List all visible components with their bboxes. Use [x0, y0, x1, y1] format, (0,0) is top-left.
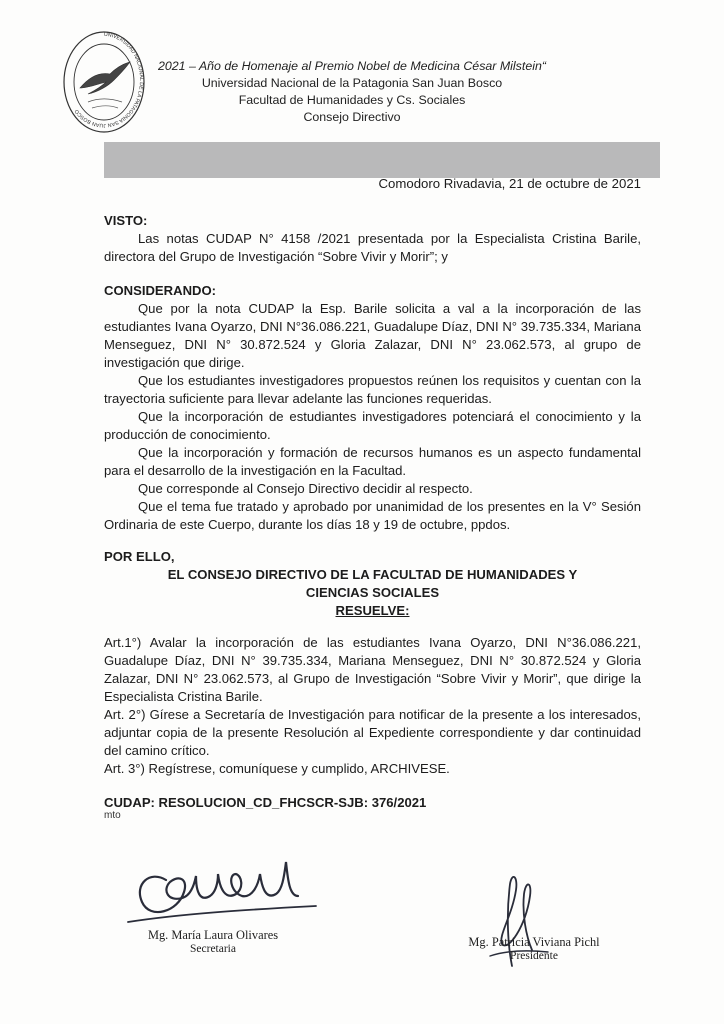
resuelve-heading: RESUELVE:	[335, 603, 410, 618]
considerando-paragraph: Que la incorporación de estudiantes investigadores potenciará el conocimiento y la producción de conocimiento.	[104, 409, 641, 442]
faculty-name: Facultad de Humanidades y Cs. Sociales	[238, 93, 466, 107]
letterhead	[150, 58, 554, 126]
visto-section	[104, 212, 641, 266]
left-signature-icon	[120, 840, 330, 935]
considerando-section	[104, 282, 641, 534]
visto-text: Las notas CUDAP N° 4158 /2021 presentada por la Especialista Cristina Barile, directora del Grupo de Investigación “Sobre Vivir y Morir”; y	[104, 231, 641, 264]
header-band	[104, 142, 660, 178]
council-line: EL CONSEJO DIRECTIVO DE LA FACULTAD DE HUMANIDADES Y	[167, 567, 578, 582]
left-signature-block	[128, 928, 298, 955]
considerando-paragraph: Que por la nota CUDAP la Esp. Barile solicita a val a la incorporación de las estudiantes Ivana Oyarzo, DNI N°36.086.221, Guadalupe Díaz, DNI N° 39.735.334, Mariana Menseguez, DNI N° 30.872.524 y Gloria Zalazar, DNI N° 23.062.573, al grupo de investigación que dirige.	[104, 301, 641, 370]
resolution-code: CUDAP: RESOLUCION_CD_FHCSCR-SJB: 376/2021	[104, 795, 427, 810]
considerando-paragraph: Que la incorporación y formación de recursos humanos es un aspecto fundamental para el desarrollo de la investigación en la Facultad.	[104, 445, 641, 478]
considerando-heading: CONSIDERANDO:	[104, 283, 217, 298]
albatross-icon	[80, 62, 130, 94]
article: Art. 3°) Regístrese, comuníquese y cumplido, ARCHIVESE.	[104, 761, 450, 776]
article: Art. 2°) Gírese a Secretaría de Investigación para notificar de la presente a los interesados, adjuntar copia de la presente Resolución al Expediente correspondiente y dar continuidad del camino crítico.	[104, 707, 641, 758]
considerando-paragraph: Que corresponde al Consejo Directivo decidir al respecto.	[138, 481, 473, 496]
seal-ring-text: UNIVERSIDAD NACIONAL DE LA PATAGONIA SAN JUAN BOSCO	[73, 31, 144, 129]
university-seal	[58, 26, 150, 138]
signatory-role: Presidente	[510, 950, 558, 962]
signatory-name: Mg. Patricia Viviana Pichl	[468, 935, 600, 949]
considerando-paragraph: Que el tema fue tratado y aprobado por unanimidad de los presentes en la V° Sesión Ordinaria de este Cuerpo, durante los días 18 y 19 de octubre, ppdos.	[104, 499, 641, 532]
article: Art.1°) Avalar la incorporación de las estudiantes Ivana Oyarzo, DNI N°36.086.221, Guadalupe Díaz, DNI N° 39.735.334, Mariana Menseguez, DNI N° 30.872.524 y Gloria Zalazar, DNI N° 23.062.573, al Grupo de Investigación “Sobre Vivir y Morir”, que dirige la Especialista Cristina Barile.	[104, 635, 641, 704]
typist-initials: mto	[104, 810, 121, 821]
por-ello-heading: POR ELLO,	[104, 549, 175, 564]
considerando-paragraph: Que los estudiantes investigadores propuestos reúnen los requisitos y cuentan con la trayectoria suficiente para llevar adelante las funciones requeridas.	[104, 373, 641, 406]
university-name: Universidad Nacional de la Patagonia San Juan Bosco	[201, 76, 503, 90]
council-name: Consejo Directivo	[303, 110, 401, 124]
visto-heading: VISTO:	[104, 213, 148, 228]
signatory-name: Mg. María Laura Olivares	[147, 928, 279, 942]
date-line: Comodoro Rivadavia, 21 de octubre de 2021	[378, 176, 641, 191]
right-signature-block	[444, 935, 624, 962]
year-motto: 2021 – Año de Homenaje al Premio Nobel de Medicina César Milstein“	[158, 59, 546, 73]
council-line: CIENCIAS SOCIALES	[305, 585, 440, 600]
por-ello-section	[104, 548, 641, 620]
signatory-role: Secretaria	[190, 943, 236, 955]
seal-graphic	[58, 26, 150, 138]
articles-section	[104, 634, 641, 778]
